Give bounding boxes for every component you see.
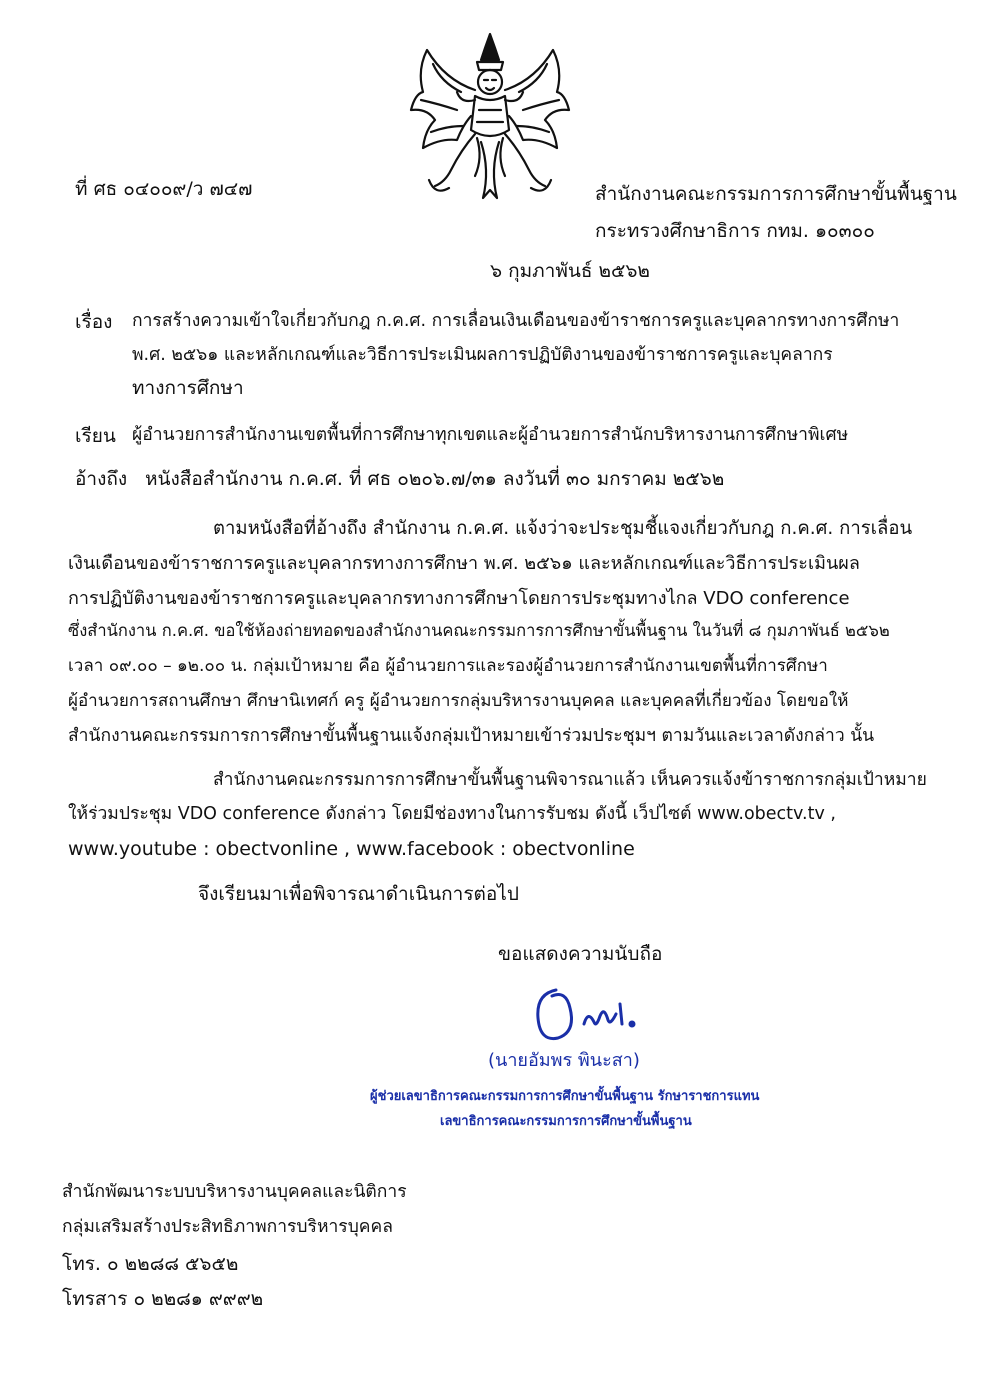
handwritten-signature-icon	[528, 980, 658, 1050]
recipient-label: เรียน	[75, 425, 116, 447]
body-paragraph-1-line-2: เงินเดือนของข้าราชการครูและบุคลากรทางการศึกษา พ.ศ. ๒๕๖๑ และหลักเกณฑ์และวิธีการประเมินผล	[68, 553, 860, 574]
subject-line-1: การสร้างความเข้าใจเกี่ยวกับกฎ ก.ค.ศ. การเลื่อนเงินเดือนของข้าราชการครูและบุคลากรทางการศึกษา	[132, 311, 900, 331]
garuda-emblem-icon	[405, 30, 575, 205]
body-paragraph-3: จึงเรียนมาเพื่อพิจารณาดำเนินการต่อไป	[198, 883, 519, 905]
body-paragraph-1-line-1: ตามหนังสือที่อ้างถึง สำนักงาน ก.ค.ศ. แจ้งว่าจะประชุมชี้แจงเกี่ยวกับกฎ ก.ค.ศ. การเลื่อน	[213, 518, 913, 539]
body-paragraph-1-line-5: เวลา ๐๙.๐๐ – ๑๒.๐๐ น. กลุ่มเป้าหมาย คือ ผู้อำนวยการและรองผู้อำนวยการสำนักงานเขตพื้นที่การศึกษา	[68, 656, 828, 676]
footer-fax: โทรสาร ๐ ๒๒๘๑ ๙๙๙๒	[62, 1288, 264, 1310]
body-paragraph-1-line-7: สำนักงานคณะกรรมการการศึกษาขั้นพื้นฐานแจ้งกลุ่มเป้าหมายเข้าร่วมประชุมฯ ตามวันและเวลาดังกล่าว นั้น	[68, 726, 875, 746]
subject-line-2: พ.ศ. ๒๕๖๑ และหลักเกณฑ์และวิธีการประเมินผลการปฏิบัติงานของข้าราชการครูและบุคลากร	[132, 345, 833, 365]
issuing-office: สำนักงานคณะกรรมการการศึกษาขั้นพื้นฐาน	[595, 183, 957, 205]
body-paragraph-2-line-2: ให้ร่วมประชุม VDO conference ดังกล่าว โดยมีช่องทางในการรับชม ดังนี้ เว็ปไซต์ www.obectv.tv ,	[68, 804, 836, 824]
body-paragraph-1-line-4: ซึ่งสำนักงาน ก.ค.ศ. ขอใช้ห้องถ่ายทอดของสำนักงานคณะกรรมการการศึกษาขั้นพื้นฐาน ในวันที่ ๘ กุมภาพันธ์ ๒๕๖๒	[68, 621, 890, 640]
closing-regards: ขอแสดงความนับถือ	[498, 943, 663, 965]
signatory-name: (นายอัมพร พินะสา)	[488, 1050, 640, 1071]
body-paragraph-2-line-1: สำนักงานคณะกรรมการการศึกษาขั้นพื้นฐานพิจารณาแล้ว เห็นควรแจ้งข้าราชการกลุ่มเป้าหมาย	[213, 770, 927, 790]
footer-telephone: โทร. ๐ ๒๒๘๘ ๕๖๕๒	[62, 1253, 239, 1275]
footer-group: กลุ่มเสริมสร้างประสิทธิภาพการบริหารบุคคล	[62, 1217, 393, 1237]
subject-label: เรื่อง	[75, 311, 113, 333]
issuing-office-address: กระทรวงศึกษาธิการ กทม. ๑๐๓๐๐	[595, 220, 875, 242]
recipient: ผู้อำนวยการสำนักงานเขตพื้นที่การศึกษาทุกเขตและผู้อำนวยการสำนักบริหารงานการศึกษาพิเศษ	[132, 425, 849, 445]
body-paragraph-1-line-6: ผู้อำนวยการสถานศึกษา ศึกษานิเทศก์ ครู ผู้อำนวยการกลุ่มบริหารงานบุคคล และบุคคลที่เกี่ยวข้อง โดยขอให้	[68, 691, 849, 711]
signatory-title-line-1: ผู้ช่วยเลขาธิการคณะกรรมการการศึกษาขั้นพื้นฐาน รักษาราชการแทน	[370, 1089, 760, 1104]
body-paragraph-2-line-3: www.youtube : obectvonline , www.facebook : obectvonline	[68, 838, 635, 860]
document-date: ๖ กุมภาพันธ์ ๒๕๖๒	[490, 260, 650, 282]
footer-department: สำนักพัฒนาระบบบริหารงานบุคคลและนิติการ	[62, 1182, 407, 1202]
body-paragraph-1-line-3: การปฏิบัติงานของข้าราชการครูและบุคลากรทางการศึกษาโดยการประชุมทางไกล VDO conference	[68, 588, 850, 609]
signatory-title-line-2: เลขาธิการคณะกรรมการการศึกษาขั้นพื้นฐาน	[440, 1114, 692, 1129]
document-reference-number: ที่ ศธ ๐๔๐๐๙/ว ๗๔๗	[75, 178, 253, 200]
subject-line-3: ทางการศึกษา	[132, 377, 244, 399]
reference-text: หนังสือสำนักงาน ก.ค.ศ. ที่ ศธ ๐๒๐๖.๗/๓๑ ลงวันที่ ๓๐ มกราคม ๒๕๖๒	[145, 468, 725, 490]
reference-label: อ้างถึง	[75, 468, 128, 490]
